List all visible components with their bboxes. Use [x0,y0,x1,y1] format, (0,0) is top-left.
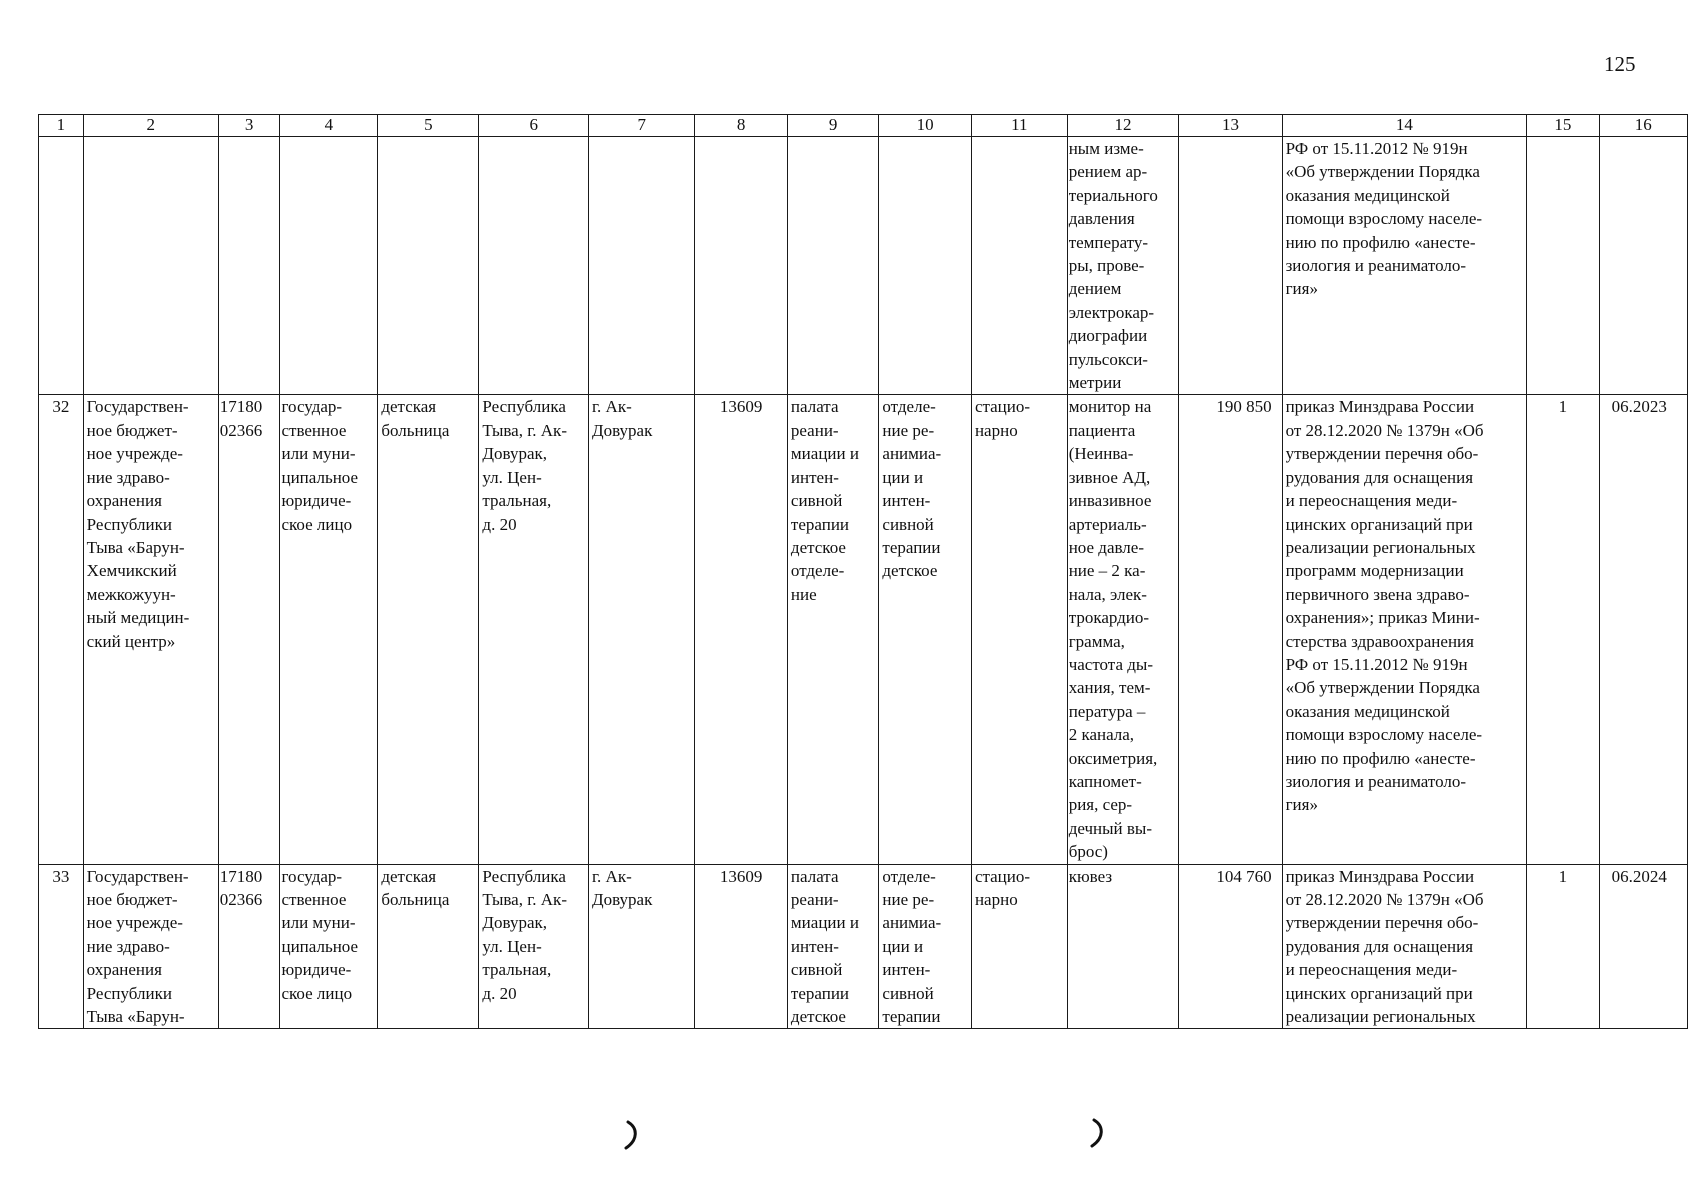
cell-code: 17180 02366 [218,395,280,864]
cell-price: 104 760 [1179,864,1282,1029]
scan-mark-right [1088,1116,1112,1150]
cell-equipment: ным изме- рением ар- териального давления температу- ры, прове- дением электрокар- диографии пульсокси- метрии [1067,137,1179,395]
column-header: 15 [1527,115,1599,137]
cell-quantity: 1 [1527,395,1599,864]
cell-code: 17180 02366 [218,864,280,1029]
column-header: 8 [695,115,788,137]
column-header: 10 [879,115,972,137]
table-row [39,864,1688,1029]
cell-basis: приказ Минздрава России от 28.12.2020 № 1379н «Об утверждении перечня обо- рудования для оснащения и переоснащения меди- цинских организаций при реализации региональных программ модернизации первичного звена здраво- охранения»; приказ Мини- стерства здравоохранения РФ от 15.11.2012 № 919н «Об утверждении Порядка оказания медицинской помощи взрослому населе- нию по профилю «анесте- зиология и реаниматоло- гия» [1282,395,1527,864]
cell-conditions: стацио- нарно [971,395,1067,864]
cell-basis: РФ от 15.11.2012 № 919н «Об утверждении Порядка оказания медицинской помощи взрослому населе- нию по профилю «анесте- зиология и реаниматоло- гия» [1282,137,1527,395]
column-header: 5 [378,115,479,137]
cell-department: отделе- ние ре- анимиа- ции и интен- сивной терапии детское [879,395,972,864]
cell-empty [589,137,695,395]
cell-city: г. Ак- Довурак [589,864,695,1029]
cell-date: 06.2023 [1599,395,1687,864]
cell-basis: приказ Минздрава России от 28.12.2020 № 1379н «Об утверждении перечня обо- рудования для оснащения и переоснащения меди- цинских организаций при реализации региональных [1282,864,1527,1029]
cell-department: отделе- ние ре- анимиа- ции и интен- сивной терапии [879,864,972,1029]
cell-equipment: монитор на пациента (Неинва- зивное АД, инвазивное артериаль- ное давле- ние – 2 ка- нала, элек- трокардио- грамма, частота ды- хания, тем- пература – 2 канала, оксиметрия, капномет- рия, сер- дечный вы- брос) [1067,395,1179,864]
cell-empty [971,137,1067,395]
table-row [39,395,1688,864]
document-table [38,114,1688,1029]
cell-facility-type: детская больница [378,864,479,1029]
cell-oktmo: 13609 [695,395,788,864]
column-header: 2 [83,115,218,137]
cell-city: г. Ак- Довурак [589,395,695,864]
cell-room: палата реани- миации и интен- сивной терапии детское отделе- ние [787,395,878,864]
column-header: 12 [1067,115,1179,137]
column-header: 1 [39,115,84,137]
cell-empty [280,137,378,395]
column-header: 14 [1282,115,1527,137]
cell-price: 190 850 [1179,395,1282,864]
column-header: 7 [589,115,695,137]
column-header: 16 [1599,115,1687,137]
cell-empty [83,137,218,395]
cell-empty [787,137,878,395]
page-number: 125 [1604,52,1636,76]
column-header: 6 [479,115,589,137]
cell-empty [378,137,479,395]
cell-address: Республика Тыва, г. Ак- Довурак, ул. Цен- тральная, д. 20 [479,864,589,1029]
cell-empty [1527,137,1599,395]
cell-oktmo: 13609 [695,864,788,1029]
cell-date: 06.2024 [1599,864,1687,1029]
column-header: 11 [971,115,1067,137]
cell-empty [879,137,972,395]
cell-empty [1599,137,1687,395]
cell-address: Республика Тыва, г. Ак- Довурак, ул. Цен- тральная, д. 20 [479,395,589,864]
cell-legal-form: государ- ственное или муни- ципальное юридиче- ское лицо [280,864,378,1029]
cell-quantity: 1 [1527,864,1599,1029]
table-row-continuation [39,137,1688,395]
cell-row-number: 32 [39,395,84,864]
cell-empty [39,137,84,395]
cell-facility-type: детская больница [378,395,479,864]
column-header: 4 [280,115,378,137]
cell-empty [1179,137,1282,395]
column-header: 9 [787,115,878,137]
cell-conditions: стацио- нарно [971,864,1067,1029]
cell-empty [479,137,589,395]
scan-mark-left [622,1118,646,1152]
header-row [39,115,1688,137]
cell-equipment: кювез [1067,864,1179,1029]
cell-legal-form: государ- ственное или муни- ципальное юридиче- ское лицо [280,395,378,864]
cell-row-number: 33 [39,864,84,1029]
column-header: 3 [218,115,280,137]
column-header: 13 [1179,115,1282,137]
cell-empty [218,137,280,395]
cell-organization: Государствен- ное бюджет- ное учрежде- ние здраво- охранения Республики Тыва «Барун- Хемчикский межкожуун- ный медицин- ский центр» [83,395,218,864]
cell-organization: Государствен- ное бюджет- ное учрежде- ние здраво- охранения Республики Тыва «Барун- [83,864,218,1029]
cell-room: палата реани- миации и интен- сивной терапии детское [787,864,878,1029]
cell-empty [695,137,788,395]
